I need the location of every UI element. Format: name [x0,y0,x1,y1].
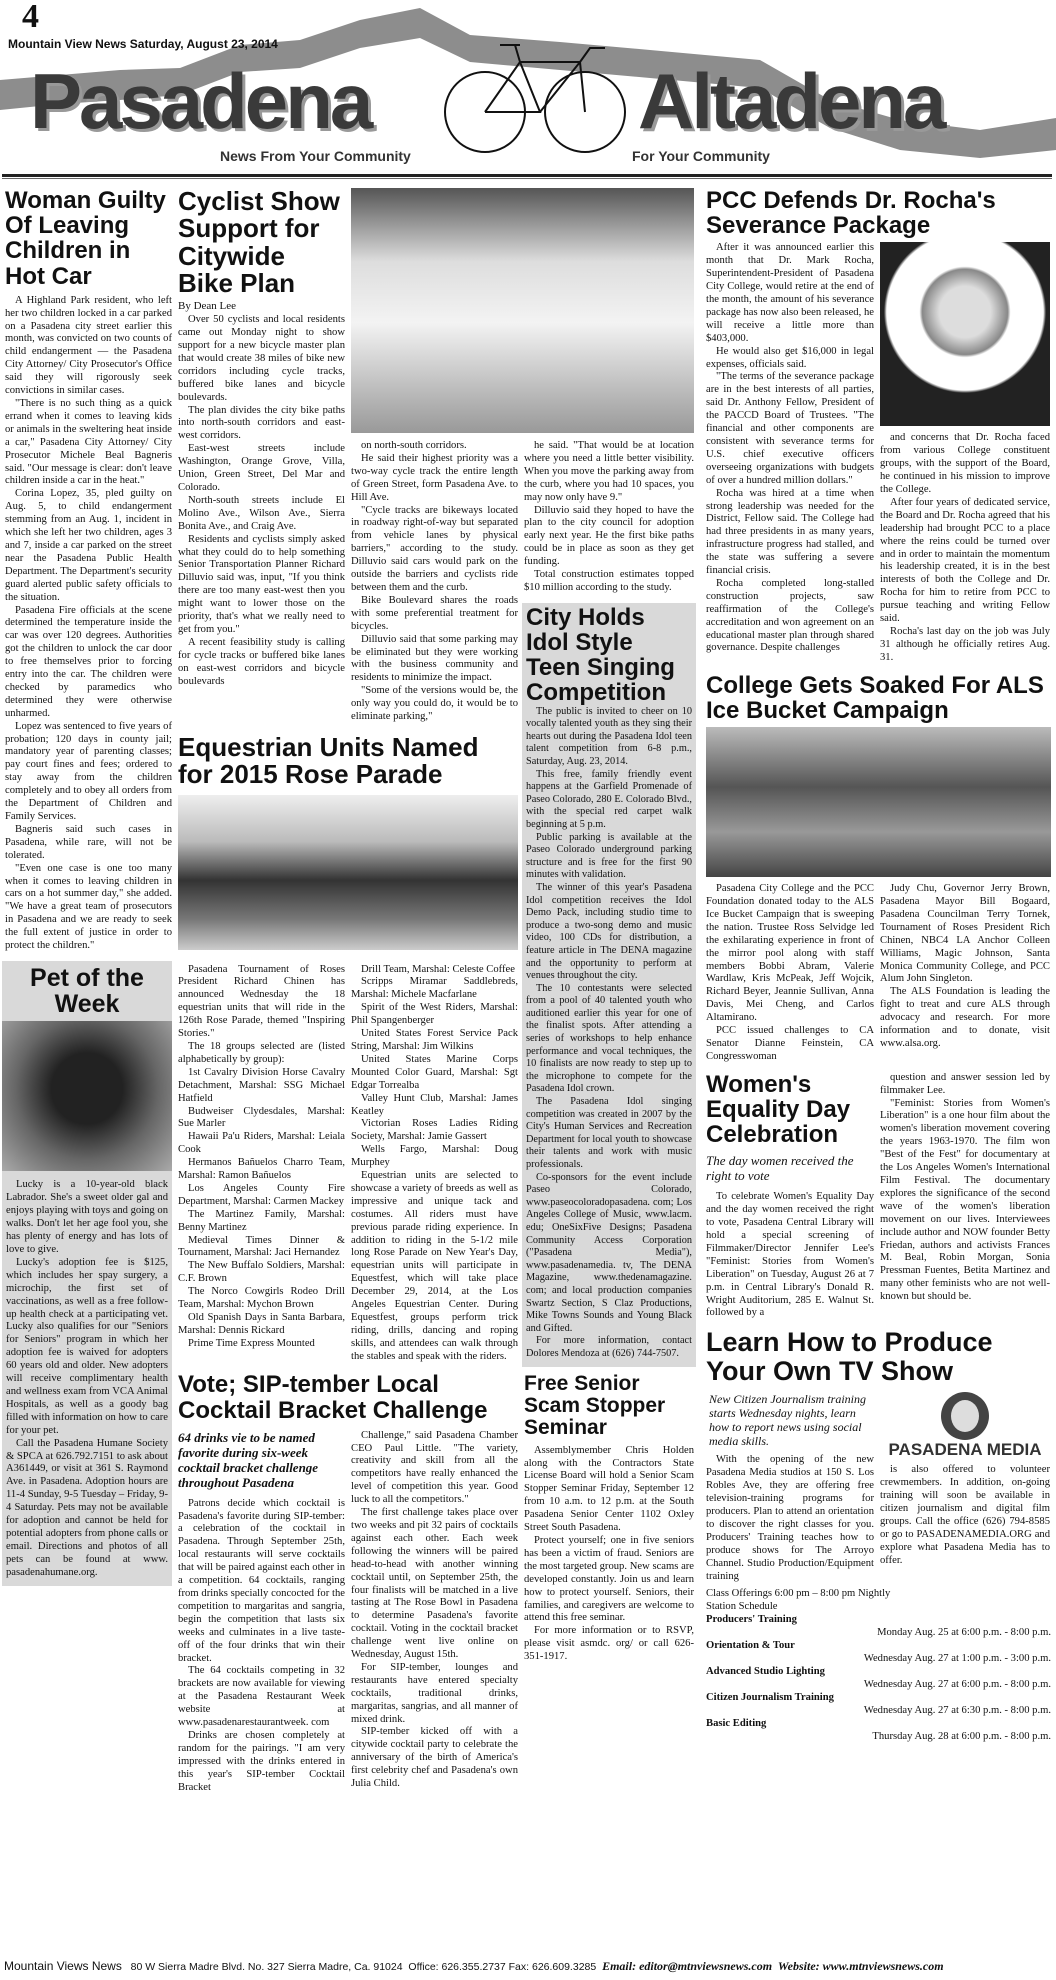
paragraph: Drill Team, Marshal: Celeste Coffee [361,963,515,975]
logo-mark-icon [941,1392,989,1440]
page-number: 4 [22,0,39,35]
paragraph: East-west streets include Washington, Orange Grove, Villa, Union, Green Street, Del Mar and Colorado. [178,443,345,493]
paragraph: Lopez was sentenced to five years of probation; 120 days in county jail; mandatory year of parenting classes; pay court fines and fees; ordered to stay away from the children completely and to obey all orders from the Department of Children and Family Services. [5,720,172,822]
paragraph: Scripps Miramar Saddlebreds, Marshal: Michele Macfarlane [351,976,518,1001]
paragraph: Los Angeles County Fire Department, Marshal: Carmen Mackey [178,1182,345,1207]
tv-subhead: New Citizen Journalism training starts Wednesday nights, learn how to report news using social media skills. [709,1392,867,1449]
paragraph: For more information or to RSVP, please visit asmdc. org/ or call 626-351-1917. [524,1625,694,1663]
paragraph: Rocha completed long-stalled construction projects, saw reaffirmation of the College's accreditation and won agreement on an educational master plan through shared governance. Despite challenges [706,577,874,654]
paragraph: He said their highest priority was a two-way cycle track the entire length of Green Street, form Pasadena Ave. to Hill Ave. [351,452,518,503]
byline: By Dean Lee [178,300,237,313]
paragraph: Over 50 cyclists and local residents came out Monday night to show support for a new bicycle master plan that would create 38 miles of bike new corridors including cycle tracks, buffered bike lanes and bicycle boulevards. [178,314,345,403]
headline: City Holds Idol Style Teen Singing Competition [526,603,675,707]
class-time: Thursday Aug. 28 at 6:00 p.m. - 8:00 p.m. [872,1731,1051,1743]
paragraph: The Pasadena Idol singing competition was created in 2007 by the City's Human Services and Recreation Department for local youth to showcase their talents and work with music professionals. [526,1096,692,1170]
class-name: Advanced Studio Lighting [706,1666,825,1678]
paragraph: The 10 contestants were selected from a pool of 40 talented youth who auditioned earlier this year for one of the finalist spots. After attending a series of workshops to help enhance performance and vocal techniques, the 10 finalists are now ready to step up to the microphone to compete for the Pasadena Idol crown. [526,982,692,1095]
paragraph: "Cycle tracks are bikeways located in roadway right-of-way but separated from vehicle lanes by physical barriers," according to the study. Dilluvio said cars would park on the outside the barriers and cyclists ride between them and the curb. [351,504,518,593]
paragraph: Residents and cyclists simply asked what they could do to help something Senior Transportation Planner Richard Dilluvio said was, input, "If you think there are too many east-west then you might want to lower those on the priority, that's what we really need to get from you." [178,533,345,635]
article-woman-guilty [2,188,172,953]
class-name: Producers' Training [706,1614,797,1626]
article-idol [522,603,696,1367]
headline: Pet of the Week [30,963,144,1019]
article-body [178,964,345,1351]
page-content [0,184,1056,1951]
pcc-row [706,242,1051,664]
paragraph: The plan divides the city bike paths into north-south corridors and east-west corridors. [178,404,345,442]
tv-col-a [706,1392,874,1583]
title-pasadena: Pasadena [30,57,371,145]
article-body [178,1498,345,1795]
schedule-item [706,1639,1051,1665]
article-body [706,1191,874,1320]
paragraph: United States Forest Service Pack String, Marshal: Jim Wilkins [351,1028,518,1052]
article-body [5,295,172,953]
paragraph: Dilluvio said that some parking may be eliminated but they were working with the business community and residents to minimize the impact. [351,633,518,684]
columns-5 [706,188,1051,1743]
masthead-rule [2,174,1052,179]
paragraph: The New Buffalo Soldiers, Marshal: C.F. Brown [178,1260,345,1285]
article-body [526,706,692,1361]
schedule-list [706,1613,1051,1743]
paragraph: With the opening of the new Pasadena Media studios at 150 S. Los Robles Ave, they are offering free television-training programs for producers. Plan to attend an orientation to discover the right classes for you. Producers' Training teaches how to produce shows for The Arroyo Channel. Studio Production/Equipment training [706,1454,874,1582]
paragraph: After it was announced earlier this month that Dr. Mark Rocha, Superintendent-President of Pasadena City College, would retire at the end of the month, the amount of his severance package has now also been released, he will receive a little more than $403,000. [706,242,874,344]
women-headline: Women's Equality Day Celebration [706,1070,851,1149]
article-body-cont [880,883,1050,1051]
paragraph: "Even one case is one too many when it comes to leaving children in cars on a hot summer day," she added. "We have a great team of prosecutors in Pasadena and we are ready to seek the full extent of justice in order to protect the children." [5,862,172,952]
tv-headline: Learn How to Produce Your Own TV Show [706,1327,993,1387]
paragraph: and concerns that Dr. Rocha faced from various College constituent groups, with the support of the Board, he continued in his mission to improve the College. [880,432,1050,495]
article-body [524,1445,694,1664]
vote-row [178,1430,518,1795]
cyclist-photo [351,188,694,433]
rocha-photo [880,242,1050,426]
schedule-item [706,1665,1051,1691]
paragraph: Lucky is a 10-year-old black Labrador. She's a sweet older gal and enjoys playing with toys and going on walks. Don't let her age fool you, she has plenty of energy and has lots of love to give. [6,1179,168,1255]
paragraph: "There is no such thing as a quick errand when it comes to leaving kids or animals in the sweltering heat inside a car," Pasadena City Attorney/ City Prosecutor Michele Beal Bagneris said. "Our message is clear: don't leave children inside a car in the heat." [5,398,172,487]
paragraph: Rocha's last day on the job was July 31 although he officially retires Aug. 31. [880,625,1050,663]
columns-2-3 [178,188,518,1794]
article-body [706,242,874,655]
paragraph: Pasadena Fire officials at the scene determined the temperature inside the car was over 120 degrees. Authorities got the children to unlock the car door to free themselves prior to forcing entry into the car. The children were checked by paramedics who determined they were otherwise unharmed. [5,604,172,719]
paragraph: A Highland Park resident, who left her two children locked in a car parked on a Pasadena city street earlier this month, was convicted on two counts of child endangerment — the Pasadena City Attorney/ City Prosecutor's Office said they will rigorously seek convictions in similar cases. [5,294,172,397]
paragraph: Pasadena City College and the PCC Foundation donated today to the ALS Ice Bucket Campaign that is sweeping the nation. Trustee Ross Selvidge led the exhilarating experience in front of the mirror pool along with staff members Bobbi Abram, Valerie Wardlaw, Kris McPeak, Jeff Wojcik, Richard Beyer, Jeannie Sullivan, Anna Davis, Mei Cheng, and Carlos Altamirano. [706,883,874,1024]
paragraph: Budweiser Clydesdales, Marshal: Sue Marler [178,1105,345,1130]
title-altadena: Altadena [638,57,944,145]
paragraph: Victorian Roses Ladies Riding Society, Marshal: Jamie Gassert [351,1118,518,1143]
pcc-headline: PCC Defends Dr. Rocha's Severance Package [706,187,996,240]
pasadena-media-logo [880,1392,1050,1460]
left-tagline: News From Your Community [220,148,411,164]
article-body-cont [522,440,696,595]
paragraph: Rocha was hired at a time when strong leadership was needed for the District, Fellow said. The College had had three presidents in as many years, infrastructure progress had stalled, and the state was suffering a severe financial crisis. [706,487,874,577]
paragraph: Medieval Times Dinner & Tournament, Marshal: Jaci Hernandez [178,1234,345,1259]
headline: Cyclist Show Support for Citywide Bike Plan [178,186,340,298]
paragraph: The public is invited to cheer on 10 vocally talented youth as they sing their hearts out during the Pasadena Idol teen talent competition from 6-8 p.m., Saturday, Aug. 23, 2014. [526,705,692,767]
schedule-item [706,1691,1051,1717]
paragraph: is also offered to volunteer crewmembers. In addition, on-going training will soon be available in citizen journalism and digital film groups. Call the office (626) 794-8585 or go to PASADENAMEDIA.ORG and explore what Pasadena Media has to offer. [880,1464,1050,1566]
footer-website[interactable]: Website: www.mtnviewsnews.com [777,1959,944,1973]
headline: Woman Guilty Of Leaving Children in Hot Car [5,187,166,290]
paragraph: Old Spanish Days in Santa Barbara, Marshal: Dennis Rickard [178,1312,345,1336]
paragraph: Valley Hunt Club, Marshal: James Keatley [351,1092,518,1117]
footer-phone: Office: 626.355.2737 Fax: 626.609.3285 [408,1961,597,1973]
issue-line: Mountain View News Saturday, August 23, 2014 [8,37,278,51]
paragraph: The Norco Cowgirls Rodeo Drill Team, Marshal: Mychon Brown [178,1286,345,1311]
women-row [706,1072,1051,1321]
cyclist-col-3 [351,188,518,724]
pet-of-week [2,961,172,1586]
paragraph: This free, family friendly event happens at the Garfield Promenade of Paseo Colorado, 280 E. Colorado Blvd., with the special red carpet walk beginning at 5 p.m. [526,768,692,830]
paragraph: Equestrian units are selected to showcase a variety of breeds as well as impressive and unique tack and costumes. All riders must have previous parade riding experience. In addition to riding in the 5-1/2 mile long Rose Parade on New Year's Day, equestrian units will participate in Equestfest, which will take place December 29, 2014, at the Los Angeles Equestrian Center. During Equestfest, groups perform trick riding, drills, dancing and roping skills, and attendees can walk through the stables and speak with the riders. [351,1170,518,1362]
headline: Free Senior Scam Stopper Seminar [524,1371,666,1439]
paragraph: he said. "That would be at location where you need a little better visibility. When you move the parking away from the curb, where you had 10 spaces, you may now only have 9." [524,440,694,503]
paragraph: Total construction estimates topped $10 million according to the study. [524,569,694,593]
article-body-cont [351,440,518,724]
class-name: Citizen Journalism Training [706,1692,834,1704]
paragraph: Wells Fargo, Marshal: Doug Murphey [351,1144,518,1169]
paragraph: North-south streets include El Molino Ave., Wilson Ave., Sierra Bonita Ave., and Craig Ave. [178,494,345,532]
footer-address: 80 W Sierra Madre Blvd. No. 327 Sierra Madre, Ca. 91024 [130,1961,403,1973]
equestrian-headline: Equestrian Units Named for 2015 Rose Parade [178,731,479,790]
paragraph: "The terms of the severance package are in the best interests of all parties, said Dr. Anthony Fellow, President of the PACCD Board of Trustees. "The financial and other components are consistent with severance terms for U.S. chief executive officers overseeing organizations with budgets of over a hundred million dollars." [706,371,874,486]
paragraph: Patrons decide which cocktail is Pasadena's favorite during SIP-tember: a celebration of the cocktail in Pasadena. Through September 25th, local restaurants will serve cocktails that will be paired against each other in a competition. 64 cocktails, ranging from drinks specially concocted for the competition to margaritas and sangria, begin the competition that lasts six weeks and culminates in a live taste-off of the four drinks that win their bracket. [178,1497,345,1664]
article-body [2,1171,172,1579]
schedule-intro: Class Offerings 6:00 pm – 8:00 pm Nightly [706,1588,891,1600]
paragraph: Drinks are chosen completely at random for the pairings. "I am very impressed with the drinks entered in this year's SIP-tember Cocktail Bracket [178,1729,345,1793]
paragraph: The first challenge takes place over two weeks and pit 32 pairs of cocktails against each other. Each week following the winners will be paired head-to-head with another winning cocktail until, on September 25th, the four finalists will be matched in a live tasting at The Rose Bowl in Pasadena to determine Pasadena's favorite cocktail. Voting in the cocktail bracket challenge went live online on Wednesday, August 15th. [351,1507,518,1661]
paragraph: To celebrate Women's Equality Day and the day women received the right to vote, Pasadena Central Library will hold a special screening of Filmmaker/Director Jennifer Lee's "Feminist: Stories from Women's Liberation" on Tuesday, August 26 at 7 p.m. in Central Library's Donald R. Wright Auditorium, 285 E. Walnut St. followed by a [706,1191,874,1319]
schedule-label: Station Schedule [706,1601,778,1613]
paragraph: The Martinez Family, Marshal: Benny Martinez [178,1208,345,1233]
paragraph: Hermanos Bañuelos Charro Team, Marshal: Ramon Bañuelos [178,1157,345,1182]
class-time: Wednesday Aug. 27 at 1:00 p.m. - 3:00 p.m. [863,1653,1051,1665]
footer-name: Mountain Views News [4,1959,122,1973]
tv-col-b [880,1392,1050,1567]
schedule-item [706,1613,1051,1639]
paragraph: The winner of this year's Pasadena Idol competition receives the Idol Demo Pack, including studio time to produce a two-song demo and music video, 100 CDs for distribution, a feature article in The DENA magazine and the opportunity to perform at venues throughout the city. [526,881,692,982]
paragraph: "Some of the versions would be, the only way you could do, it would be to eliminate parking," [351,685,518,723]
article-body-cont [880,1464,1050,1567]
article-body-cont [351,964,518,1364]
footer-email[interactable]: Email: editor@mtnviewsnews.com [602,1959,773,1973]
article-body [178,314,345,688]
paragraph: Hawaii Pa'u Riders, Marshal: Leiala Cook [178,1131,345,1156]
paragraph: Dilluvio said they hoped to have the plan to the city council for adoption early next year. He the first bike paths could be in place as soon as they get funding. [524,504,694,568]
paragraph: United States Marine Corps Mounted Color Guard, Marshal: Sgt Edgar Torrealba [351,1053,518,1091]
article-body-cont [880,432,1050,664]
paragraph: Challenge," said Pasadena Chamber CEO Paul Little. "The variety, creativity and skill from all the competitors have really enhanced the level of competition this year. Good luck to all the competitors." [351,1429,518,1506]
pcc-col-b [880,242,1050,664]
women-subhead: The day women received the right to vote [706,1153,854,1184]
paragraph: Spirit of the West Riders, Marshal: Phil Spangenberger [351,1002,518,1027]
women-col-a [706,1072,874,1321]
article-body-cont [880,1072,1050,1304]
column-1 [2,188,172,1586]
als-headline: College Gets Soaked For ALS Ice Bucket Campaign [706,671,1044,724]
right-tagline: For Your Community [632,148,770,164]
tv-row [706,1392,1051,1583]
paragraph: "Feminist: Stories from Women's Liberation" is a one hour film about the women's liberation movement covering the years 1963-1970. The film won "Best of the Fest" for documentary at the Los Angeles Women's International Film Festival. The documentary explores the significance of the second wave of the women's liberation movement on our lives. Interviewees include author and NOW founder Betty Friedan, authors and activists Frances M. Beal, Robin Morgan, Sonia Pressman Fuentes, Betita Martinez and many other feminists who are not well-known but should be. [880,1097,1050,1303]
paragraph: The 64 cocktails competing in 32 brackets are now available for viewing at the Pasadena Restaurant Week website at www.pasadenarestaurantweek. com [178,1665,345,1729]
paragraph: The ALS Foundation is leading the fight to treat and cure ALS through advocacy and research. For more information and to donate, visit www.alsa.org. [880,986,1050,1049]
equestrian-photo [178,795,518,950]
paragraph: Prime Time Express Mounted [188,1337,315,1349]
paragraph: Corina Lopez, 35, pled guilty on Aug. 5, to child endangerment stemming from an Aug. 1, incident in which she left her two children, ages 3 and 7, inside a car parked on the street near the Pasadena Public Health Department. The Department's security guard alerted public safety officials to the situation. [5,488,172,603]
article-body [706,1454,874,1583]
ice-bucket-photo [706,727,1051,877]
paragraph: Assemblymember Chris Holden along with the Contractors State License Board will hold a Senior Scam Stopper Seminar Friday, September 12 from 10 a.m. to 12 p.m. at the South Pasadena Senior Center 1102 Oxley Street South Pasadena. [524,1444,694,1534]
als-row [706,883,1051,1064]
paragraph: 1st Cavalry Division Horse Cavalry Detachment, Marshal: SSG Michael Hatfield [178,1066,345,1104]
paragraph: question and answer session led by filmmaker Lee. [880,1071,1050,1096]
paragraph: After four years of dedicated service, the Board and Dr. Rocha agreed that his leadership had brought PCC to a place where the reins could be turned over and in order to maintain the momentum his leadership created, it is in the best interests of both the College and Dr. Rocha for him to retire from PCC to pursue teaching and writing Fellow said. [880,496,1050,625]
article-body-cont [351,1430,518,1791]
paragraph: Public parking is available at the Paseo Colorado underground parking structure and is free for the first 90 minutes with validation. [526,831,692,881]
paragraph: The 18 groups selected are (listed alphabetically by group): [178,1040,345,1065]
class-name: Orientation & Tour [706,1640,795,1652]
dog-photo [2,1021,172,1171]
paragraph: Bike Boulevard shares the roads with some preferential treatment for bicycles. [351,594,518,632]
article-scam [522,1373,696,1665]
class-name: Basic Editing [706,1718,767,1730]
vote-col-2 [178,1430,345,1795]
masthead [0,0,1056,184]
paragraph: Call the Pasadena Humane Society & SPCA at 626.792.7151 to ask about A361449, or visit at 361 S. Raymond Ave. in Pasadena. Adoption hours are 11-4 Sunday, 9-5 Tuesday – Friday, 9-4 Saturday. Pets may not be available for adoption and cannot be held for potential adopters from phone calls or email. Directions and photos of all pets can be found at www. pasadenahumane.org. [6,1437,168,1578]
paragraph: He would also get $16,000 in legal expenses, officials said. [706,345,874,370]
paragraph: A recent feasibility study is calling for cycle tracks or buffered bike lanes on east-west corridors and bicycle boulevards [178,636,345,687]
class-time: Monday Aug. 25 at 6:00 p.m. - 8:00 p.m. [877,1627,1051,1639]
class-time: Wednesday Aug. 27 at 6:00 p.m. - 8:00 p.m. [863,1679,1051,1691]
class-time: Wednesday Aug. 27 at 6:30 p.m. - 8:00 p.m. [863,1705,1051,1717]
paragraph: For more information, contact Dolores Mendoza at (626) 744-7507. [526,1335,692,1359]
paragraph: PCC issued challenges to CA Senator Dianne Feinstein, CA Congresswoman [706,1025,874,1062]
schedule-item [706,1717,1051,1743]
paragraph: Co-sponsors for the event include Paseo Colorado, www.paseocoloradopasadena. com; Los Angeles College of Music, www.lacm. edu; OneSixFive Designs; Pasadena Community Access Corporation ("Pasadena Media"), www.pasadenamedia. tv, The DENA Magazine, www.thedenamagazine. com; and local production companies Swartz Section, S Claz Productions, Mike Towns Sounds and Young Black and Gifted. [526,1171,692,1334]
footer [0,1951,1056,1980]
paragraph: on north-south corridors. [361,440,467,451]
paragraph: Pasadena Tournament of Roses President Richard Chinen has announced Wednesday the 18 equestrian units that will ride in the 126th Rose Parade, themed "Inspiring Stories." [178,963,345,1040]
paragraph: For SIP-tember, lounges and restaurants have entered specialty cocktails, traditional drinks, margaritas, sangrias, and all manner of mixed drink. [351,1661,518,1725]
cyclist-row [178,188,518,724]
article-body [706,883,874,1064]
article-cyclist [178,188,345,688]
paragraph: Protect yourself; one in five seniors has been a victim of fraud. Seniors are the most targeted group. New scams are developed constantly. Join us and learn how to protect yourself. Seniors, their families, and caregivers are welcome to attend this free seminar. [524,1534,694,1624]
vote-subhead: 64 drinks vie to be named favorite during six-week cocktail bracket challenge throughout Pasadena [178,1429,319,1490]
equestrian-row [178,964,518,1364]
paragraph: Bagneris said such cases in Pasadena, while rare, will not be tolerated. [5,823,172,861]
vote-headline: Vote; SIP-tember Local Cocktail Bracket Challenge [178,1370,488,1424]
paragraph: Judy Chu, Governor Jerry Brown, Pasadena Mayor Bill Bogaard, Pasadena Councilman Terry Tornek, Tournament of Roses President Rich Chinen, NBC4 LA Anchor Colleen Williams, Magic Johnson, Santa Monica Community College, and PCC Alum John Singleton. [880,883,1050,985]
logo-text: PASADENA MEDIA [888,1440,1042,1460]
station-schedule [706,1587,1051,1743]
paragraph: SIP-tember kicked off with a citywide cocktail party to celebrate the anniversary of the birth of America's first celebrity chef and Pasadena's own Julia Child. [351,1726,518,1790]
paragraph: Lucky's adoption fee is $125, which includes her spay surgery, a microchip, the first set of vaccinations, as well as a free follow-up health check at a participating vet. Lucky also qualifies for our "Seniors for Seniors" program in which her adoption fee is waived for adopters 60 years old and older. New adopters will receive complimentary health and wellness exam from VCA Animal Hospitals, as well as a goody bag filled with information on how to care for your pet. [6,1256,168,1436]
